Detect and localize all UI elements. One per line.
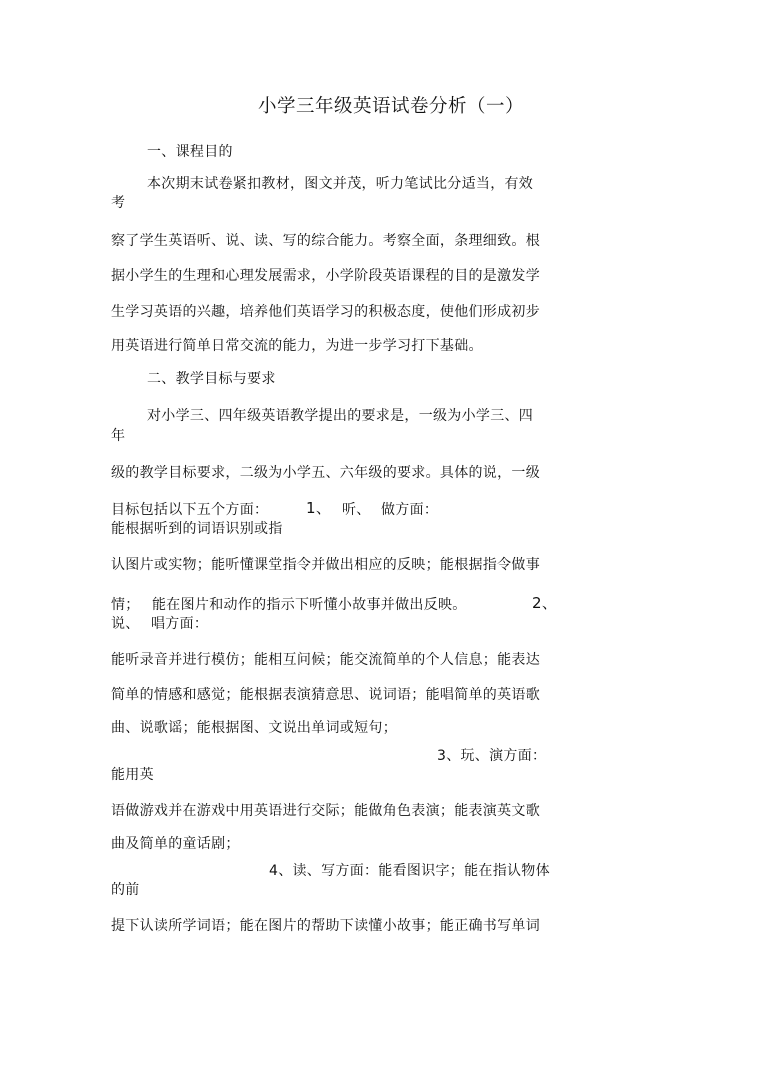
text-line: 级的教学目标要求，二级为小学五、六年级的要求。具体的说，一级 (111, 465, 540, 481)
list-number: 2、 (532, 594, 558, 612)
text-line: 生学习英语的兴趣，培养他们英语学习的积极态度，使他们形成初步 (111, 304, 540, 320)
text-line: 语做游戏并在游戏中用英语进行交际；能做角色表演；能表演英文歌 (111, 803, 540, 819)
text-line: 目标包括以下五个方面： (111, 502, 269, 518)
text-line: 听、 (342, 502, 371, 518)
text-line: 能用英 (111, 767, 154, 783)
document-title: 小学三年级英语试卷分析（一） (258, 96, 525, 117)
text-line: 本次期末试卷紧扣教材，图文并茂，听力笔试比分适当，有效 (147, 176, 534, 192)
text-line: 能听录音并进行模仿；能相互问候；能交流简单的个人信息；能表达 (111, 652, 540, 668)
text-line: 能在图片和动作的指示下听懂小故事并做出反映。 (152, 597, 467, 613)
text-line: 认图片或实物；能听懂课堂指令并做出相应的反映；能根据指令做事 (111, 557, 540, 573)
section-heading-teaching-goals: 二、教学目标与要求 (147, 371, 276, 387)
text-line: 唱方面： (151, 616, 209, 632)
section-heading-course-purpose: 一、课程目的 (147, 144, 233, 160)
text-line: 能根据听到的词语识别或指 (111, 521, 283, 537)
text-line: 对小学三、四年级英语教学提出的要求是，一级为小学三、四 (147, 408, 534, 424)
text-line: 曲、说歌谣；能根据图、文说出单词或短句； (111, 720, 397, 736)
text-line: 察了学生英语听、说、读、写的综合能力。考察全面，条理细致。根 (111, 233, 540, 249)
text-line: 用英语进行简单日常交流的能力，为进一步学习打下基础。 (111, 338, 483, 354)
text-line: 3、玩、演方面： (437, 748, 547, 764)
text-line: 情； (111, 597, 140, 613)
text-line: 做方面： (381, 502, 439, 518)
text-line: 说、 (111, 616, 140, 632)
text-line: 简单的情感和感觉；能根据表演猜意思、说词语；能唱简单的英语歌 (111, 687, 540, 703)
text-line: 据小学生的生理和心理发展需求，小学阶段英语课程的目的是激发学 (111, 268, 540, 284)
list-number: 1、 (306, 499, 332, 517)
text-line: 考 (111, 195, 126, 211)
text-line: 提下认读所学词语；能在图片的帮助下读懂小故事；能正确书写单词 (111, 918, 540, 934)
text-line: 年 (111, 428, 126, 444)
text-line: 4、读、写方面：能看图识字；能在指认物体 (269, 863, 550, 879)
text-line: 的前 (111, 882, 140, 898)
text-line: 曲及简单的童话剧； (111, 836, 240, 852)
